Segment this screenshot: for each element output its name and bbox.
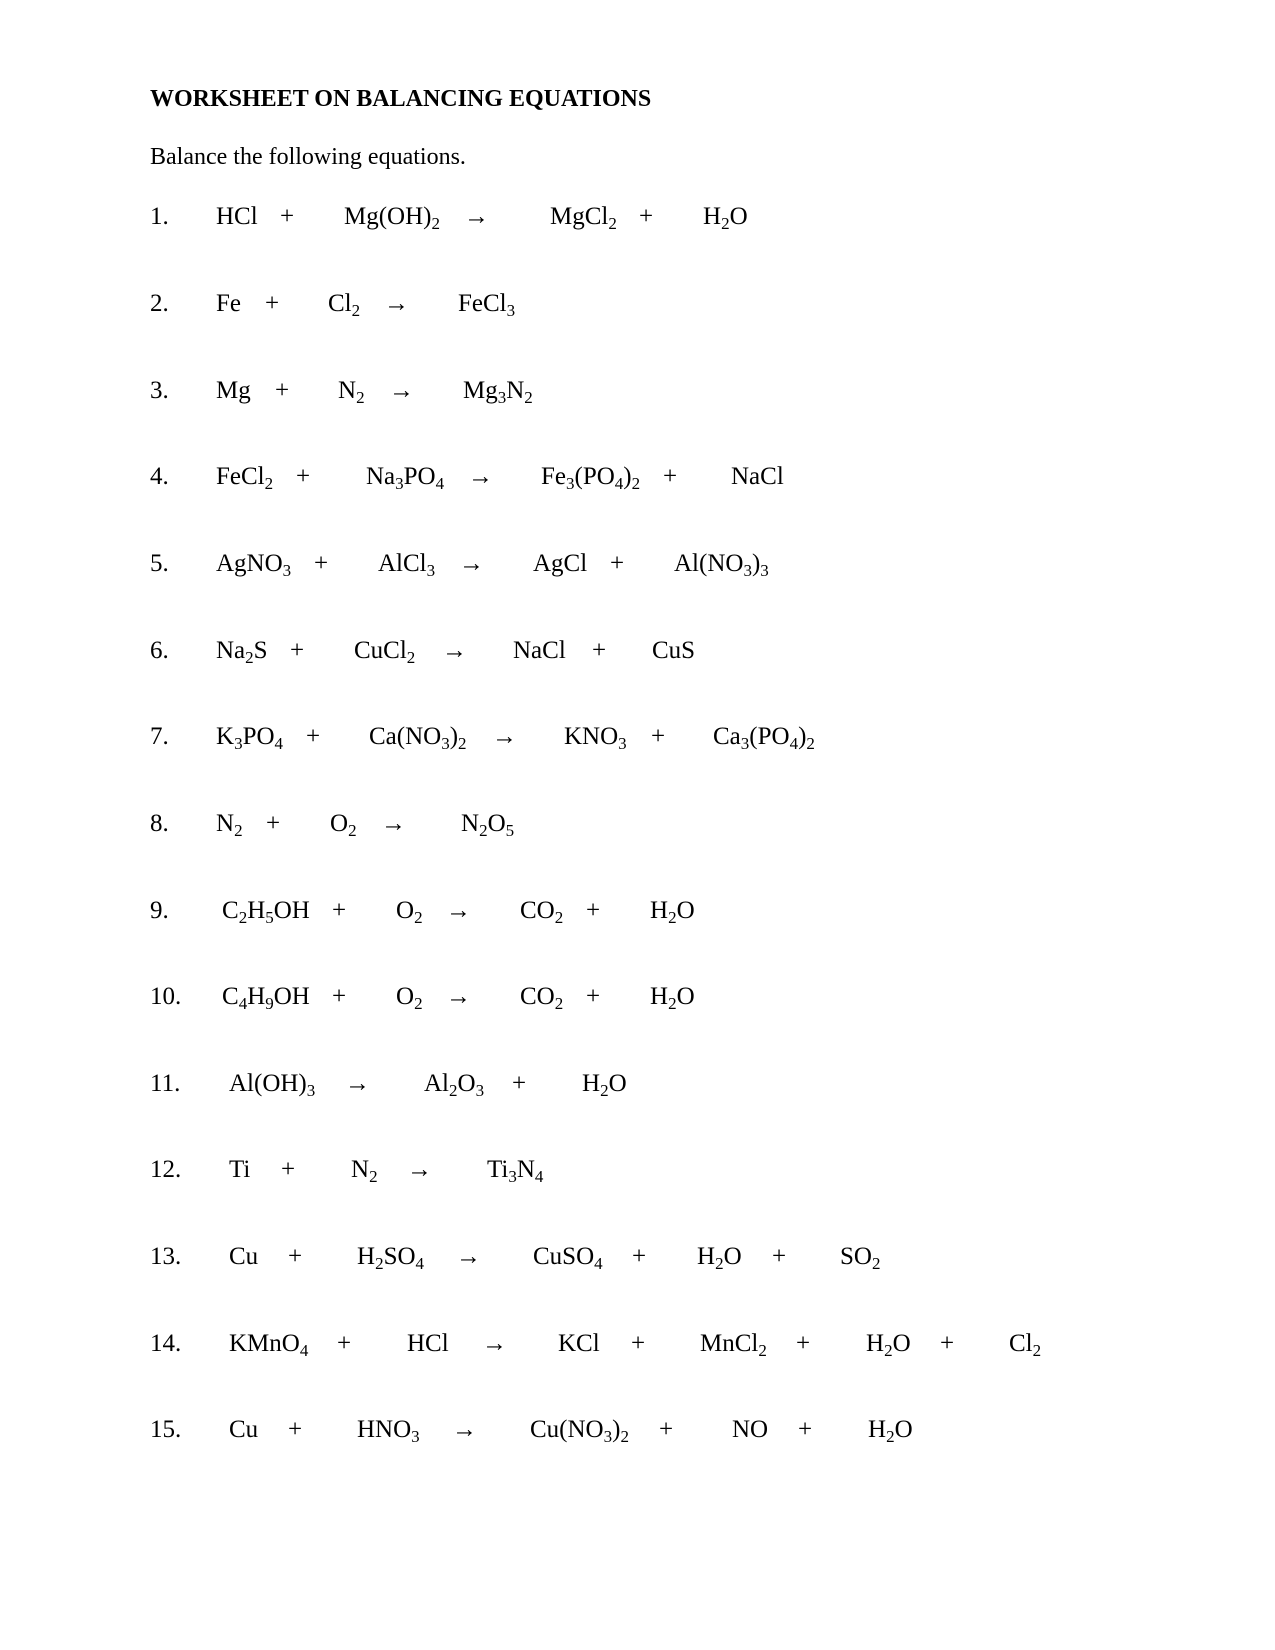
chemical-formula: $Fe_3(PO_4)_2$ <box>541 463 641 493</box>
reaction-arrow: → <box>384 290 409 317</box>
plus-sign: + <box>663 463 678 490</box>
chemical-formula: HCl <box>216 203 258 230</box>
reaction-arrow: → <box>464 203 489 230</box>
plus-sign: + <box>281 1156 296 1183</box>
chemical-formula: Mg <box>216 377 251 404</box>
chemical-formula: $K_3PO_4$ <box>216 723 284 753</box>
chemical-formula: $HNO_3$ <box>357 1416 420 1446</box>
plus-sign: + <box>337 1330 352 1357</box>
chemical-formula: $N_2$ <box>216 810 243 840</box>
equation-row <box>0 1327 1275 1367</box>
equation-number: 12. <box>150 1156 182 1183</box>
equation-row <box>0 720 1275 760</box>
chemical-formula: $N_2$ <box>351 1156 378 1186</box>
equation-number: 5. <box>150 550 169 577</box>
plus-sign: + <box>586 983 601 1010</box>
reaction-arrow: → <box>459 550 484 577</box>
chemical-formula: $SO_2$ <box>840 1243 881 1273</box>
equation-row <box>0 1413 1275 1453</box>
chemical-formula: $H_2O$ <box>703 203 748 233</box>
chemical-formula: $H_2O$ <box>650 897 695 927</box>
equation-row <box>0 807 1275 847</box>
equation-row <box>0 460 1275 500</box>
equation-number: 9. <box>150 897 169 924</box>
chemical-formula: $CO_2$ <box>520 897 564 927</box>
chemical-formula: $H_2O$ <box>866 1330 911 1360</box>
reaction-arrow: → <box>407 1156 432 1183</box>
plus-sign: + <box>280 203 295 230</box>
chemical-formula: KCl <box>558 1330 600 1357</box>
chemical-formula: $CO_2$ <box>520 983 564 1013</box>
equation-number: 11. <box>150 1070 181 1097</box>
plus-sign: + <box>332 983 347 1010</box>
chemical-formula: Ti <box>229 1156 251 1183</box>
reaction-arrow: → <box>452 1416 477 1443</box>
chemical-formula: $Al(OH)_3$ <box>229 1070 316 1100</box>
equation-number: 8. <box>150 810 169 837</box>
reaction-arrow: → <box>456 1243 481 1270</box>
equation-number: 13. <box>150 1243 182 1270</box>
equation-number: 6. <box>150 637 169 664</box>
plus-sign: + <box>772 1243 787 1270</box>
equation-row <box>0 1153 1275 1193</box>
reaction-arrow: → <box>345 1070 370 1097</box>
chemical-formula: $C_2H_5OH$ <box>222 897 310 927</box>
chemical-formula: $O_2$ <box>330 810 357 840</box>
chemical-formula: NaCl <box>513 637 566 664</box>
plus-sign: + <box>288 1416 303 1443</box>
chemical-formula: $H_2O$ <box>868 1416 913 1446</box>
equation-number: 15. <box>150 1416 182 1443</box>
reaction-arrow: → <box>492 723 517 750</box>
plus-sign: + <box>940 1330 955 1357</box>
plus-sign: + <box>265 290 280 317</box>
equation-row <box>0 200 1275 240</box>
chemical-formula: $O_2$ <box>396 983 423 1013</box>
chemical-formula: $Ca_3(PO_4)_2$ <box>713 723 815 753</box>
plus-sign: + <box>610 550 625 577</box>
plus-sign: + <box>586 897 601 924</box>
plus-sign: + <box>592 637 607 664</box>
chemical-formula: AgNO$_3$ <box>216 550 292 580</box>
chemical-formula: $H_2SO_4$ <box>357 1243 425 1273</box>
equation-row <box>0 1067 1275 1107</box>
plus-sign: + <box>332 897 347 924</box>
equation-row <box>0 634 1275 674</box>
chemical-formula: CuCl$_2$ <box>354 637 416 667</box>
chemical-formula: $H_2O$ <box>650 983 695 1013</box>
reaction-arrow: → <box>446 983 471 1010</box>
chemical-formula: $H_2O$ <box>582 1070 627 1100</box>
chemical-formula: $Cu(NO_3)_2$ <box>530 1416 629 1446</box>
chemical-formula: $N_2O_5$ <box>461 810 515 840</box>
instructions: Balance the following equations. <box>150 144 466 170</box>
reaction-arrow: → <box>381 810 406 837</box>
chemical-formula: FeCl$_2$ <box>216 463 274 493</box>
plus-sign: + <box>296 463 311 490</box>
chemical-formula: $Ti_3N_4$ <box>487 1156 544 1186</box>
chemical-formula: $C_4H_9OH$ <box>222 983 310 1013</box>
chemical-formula: CuSO$_4$ <box>533 1243 603 1273</box>
plus-sign: + <box>306 723 321 750</box>
chemical-formula: NO <box>732 1416 769 1443</box>
worksheet-title: WORKSHEET ON BALANCING EQUATIONS <box>150 86 652 112</box>
chemical-formula: $Mg_3N_2$ <box>463 377 533 407</box>
plus-sign: + <box>651 723 666 750</box>
chemical-formula: $Mg(OH)_2$ <box>344 203 440 233</box>
equation-row <box>0 547 1275 587</box>
equation-row <box>0 1240 1275 1280</box>
plus-sign: + <box>314 550 329 577</box>
equation-number: 4. <box>150 463 169 490</box>
chemical-formula: $Al(NO_3)_3$ <box>674 550 769 580</box>
equation-row <box>0 287 1275 327</box>
chemical-formula: $N_2$ <box>338 377 365 407</box>
reaction-arrow: → <box>468 463 493 490</box>
reaction-arrow: → <box>442 637 467 664</box>
plus-sign: + <box>798 1416 813 1443</box>
equation-number: 1. <box>150 203 169 230</box>
equation-row <box>0 894 1275 934</box>
chemical-formula: KMnO$_4$ <box>229 1330 309 1360</box>
chemical-formula: FeCl$_3$ <box>458 290 516 320</box>
chemical-formula: $KNO_3$ <box>564 723 627 753</box>
plus-sign: + <box>631 1330 646 1357</box>
chemical-formula: $Na_2S$ <box>216 637 268 667</box>
chemical-formula: Fe <box>216 290 241 317</box>
chemical-formula: MgCl$_2$ <box>550 203 617 233</box>
reaction-arrow: → <box>389 377 414 404</box>
reaction-arrow: → <box>482 1330 507 1357</box>
chemical-formula: Cu <box>229 1243 259 1270</box>
equation-number: 2. <box>150 290 169 317</box>
plus-sign: + <box>659 1416 674 1443</box>
chemical-formula: $Al_2O_3$ <box>424 1070 485 1100</box>
plus-sign: + <box>275 377 290 404</box>
plus-sign: + <box>288 1243 303 1270</box>
chemical-formula: NaCl <box>731 463 784 490</box>
plus-sign: + <box>290 637 305 664</box>
chemical-formula: Cu <box>229 1416 259 1443</box>
plus-sign: + <box>266 810 281 837</box>
chemical-formula: CuS <box>652 637 696 664</box>
reaction-arrow: → <box>446 897 471 924</box>
equation-number: 14. <box>150 1330 182 1357</box>
equation-number: 7. <box>150 723 169 750</box>
equation-number: 3. <box>150 377 169 404</box>
chemical-formula: $Cl_2$ <box>328 290 361 320</box>
plus-sign: + <box>796 1330 811 1357</box>
chemical-formula: $Ca(NO_3)_2$ <box>369 723 467 753</box>
plus-sign: + <box>639 203 654 230</box>
chemical-formula: AgCl <box>533 550 588 577</box>
chemical-formula: AlCl$_3$ <box>378 550 436 580</box>
plus-sign: + <box>512 1070 527 1097</box>
chemical-formula: $Na_3PO_4$ <box>366 463 445 493</box>
chemical-formula: $O_2$ <box>396 897 423 927</box>
equation-row <box>0 374 1275 414</box>
chemical-formula: $H_2O$ <box>697 1243 742 1273</box>
chemical-formula: HCl <box>407 1330 449 1357</box>
equation-number: 10. <box>150 983 182 1010</box>
chemical-formula: MnCl$_2$ <box>700 1330 767 1360</box>
chemical-formula: $Cl_2$ <box>1009 1330 1042 1360</box>
equation-row <box>0 980 1275 1020</box>
plus-sign: + <box>632 1243 647 1270</box>
